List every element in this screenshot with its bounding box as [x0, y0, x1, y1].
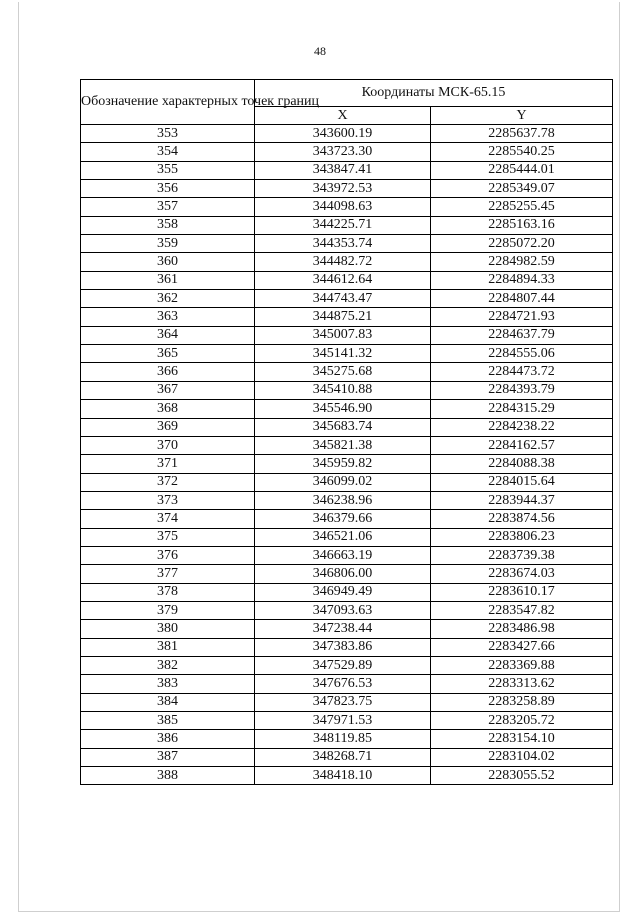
table-row: [81, 473, 613, 491]
table-row: [81, 381, 613, 399]
table-body: [81, 125, 613, 785]
point-cell: 353: [81, 125, 255, 143]
x-coordinate-cell: 344612.64: [255, 271, 431, 289]
point-cell: 376: [81, 546, 255, 564]
point-cell: 370: [81, 436, 255, 454]
x-coordinate-cell: 346663.19: [255, 546, 431, 564]
table-row: [81, 748, 613, 766]
table-row: [81, 730, 613, 748]
point-cell: 371: [81, 455, 255, 473]
point-cell: 372: [81, 473, 255, 491]
y-coordinate-cell: 2284555.06: [431, 345, 613, 363]
y-coordinate-cell: 2284637.79: [431, 326, 613, 344]
x-coordinate-cell: 344743.47: [255, 290, 431, 308]
point-cell: 382: [81, 656, 255, 674]
y-coordinate-cell: 2283369.88: [431, 656, 613, 674]
y-coordinate-cell: 2283610.17: [431, 583, 613, 601]
table-row: [81, 675, 613, 693]
y-coordinate-cell: 2284015.64: [431, 473, 613, 491]
point-cell: 374: [81, 510, 255, 528]
point-column-header: Обозначение характерных точек границ: [81, 80, 255, 125]
x-coordinate-cell: 347529.89: [255, 656, 431, 674]
y-coordinate-cell: 2284162.57: [431, 436, 613, 454]
table-row: [81, 216, 613, 234]
point-cell: 388: [81, 767, 255, 785]
point-cell: 366: [81, 363, 255, 381]
point-cell: 380: [81, 620, 255, 638]
table-row: [81, 235, 613, 253]
x-coordinate-cell: 344225.71: [255, 216, 431, 234]
table-row: [81, 601, 613, 619]
point-cell: 377: [81, 565, 255, 583]
y-coordinate-cell: 2284894.33: [431, 271, 613, 289]
x-coordinate-cell: 346949.49: [255, 583, 431, 601]
x-coordinate-cell: 348119.85: [255, 730, 431, 748]
x-coordinate-cell: 345141.32: [255, 345, 431, 363]
point-cell: 363: [81, 308, 255, 326]
y-coordinate-cell: 2283674.03: [431, 565, 613, 583]
x-coordinate-cell: 346379.66: [255, 510, 431, 528]
x-coordinate-cell: 346099.02: [255, 473, 431, 491]
x-coordinate-cell: 344875.21: [255, 308, 431, 326]
point-cell: 365: [81, 345, 255, 363]
x-coordinate-cell: 344353.74: [255, 235, 431, 253]
table-row: [81, 180, 613, 198]
x-coordinate-cell: 347823.75: [255, 693, 431, 711]
point-cell: 367: [81, 381, 255, 399]
point-cell: 368: [81, 400, 255, 418]
table-row: [81, 363, 613, 381]
y-coordinate-cell: 2284088.38: [431, 455, 613, 473]
table-row: [81, 510, 613, 528]
x-coordinate-cell: 345959.82: [255, 455, 431, 473]
table-row: [81, 455, 613, 473]
table-row: [81, 271, 613, 289]
x-coordinate-cell: 348268.71: [255, 748, 431, 766]
point-cell: 378: [81, 583, 255, 601]
table-row: [81, 620, 613, 638]
x-coordinate-cell: 347383.86: [255, 638, 431, 656]
y-coordinate-cell: 2285444.01: [431, 161, 613, 179]
point-cell: 357: [81, 198, 255, 216]
table-row: [81, 125, 613, 143]
point-cell: 385: [81, 712, 255, 730]
y-coordinate-cell: 2284473.72: [431, 363, 613, 381]
table-row: [81, 308, 613, 326]
y-coordinate-cell: 2283205.72: [431, 712, 613, 730]
table-row: [81, 253, 613, 271]
x-coordinate-cell: 346238.96: [255, 491, 431, 509]
table-row: [81, 198, 613, 216]
y-coordinate-cell: 2283874.56: [431, 510, 613, 528]
y-coordinate-cell: 2285255.45: [431, 198, 613, 216]
x-coordinate-cell: 343600.19: [255, 125, 431, 143]
table-row: [81, 767, 613, 785]
x-coordinate-cell: 345007.83: [255, 326, 431, 344]
y-coordinate-cell: 2284721.93: [431, 308, 613, 326]
coordinates-table: [80, 79, 613, 785]
x-coordinate-cell: 347971.53: [255, 712, 431, 730]
x-coordinate-cell: 344098.63: [255, 198, 431, 216]
y-coordinate-cell: 2285349.07: [431, 180, 613, 198]
y-coordinate-cell: 2284982.59: [431, 253, 613, 271]
x-coordinate-cell: 343847.41: [255, 161, 431, 179]
x-coordinate-cell: 347093.63: [255, 601, 431, 619]
point-cell: 386: [81, 730, 255, 748]
table-row: [81, 161, 613, 179]
point-cell: 381: [81, 638, 255, 656]
coordinates-group-header: Координаты МСК-65.15: [255, 80, 613, 107]
table-row: [81, 712, 613, 730]
y-coordinate-cell: 2284393.79: [431, 381, 613, 399]
point-cell: 358: [81, 216, 255, 234]
table-row: [81, 546, 613, 564]
point-cell: 359: [81, 235, 255, 253]
point-cell: 375: [81, 528, 255, 546]
y-coordinate-cell: 2285637.78: [431, 125, 613, 143]
y-coordinate-cell: 2283547.82: [431, 601, 613, 619]
point-cell: 384: [81, 693, 255, 711]
x-coordinate-cell: 345683.74: [255, 418, 431, 436]
x-coordinate-cell: 347676.53: [255, 675, 431, 693]
x-coordinate-cell: 345821.38: [255, 436, 431, 454]
table-row: [81, 436, 613, 454]
point-cell: 360: [81, 253, 255, 271]
y-coordinate-cell: 2284238.22: [431, 418, 613, 436]
point-cell: 356: [81, 180, 255, 198]
y-coordinate-cell: 2283944.37: [431, 491, 613, 509]
y-coordinate-cell: 2285072.20: [431, 235, 613, 253]
x-coordinate-cell: 345410.88: [255, 381, 431, 399]
y-coordinate-cell: 2283486.98: [431, 620, 613, 638]
table-row: [81, 656, 613, 674]
y-coordinate-cell: 2283258.89: [431, 693, 613, 711]
y-coordinate-cell: 2283806.23: [431, 528, 613, 546]
x-coordinate-cell: 346521.06: [255, 528, 431, 546]
y-column-header: Y: [431, 107, 613, 125]
y-coordinate-cell: 2283739.38: [431, 546, 613, 564]
point-cell: 361: [81, 271, 255, 289]
table-row: [81, 143, 613, 161]
point-cell: 383: [81, 675, 255, 693]
x-coordinate-cell: 348418.10: [255, 767, 431, 785]
point-cell: 354: [81, 143, 255, 161]
y-coordinate-cell: 2283055.52: [431, 767, 613, 785]
x-coordinate-cell: 344482.72: [255, 253, 431, 271]
table-row: [81, 693, 613, 711]
table-row: [81, 290, 613, 308]
point-cell: 373: [81, 491, 255, 509]
y-coordinate-cell: 2285540.25: [431, 143, 613, 161]
table-row: [81, 528, 613, 546]
table-row: [81, 491, 613, 509]
y-coordinate-cell: 2284807.44: [431, 290, 613, 308]
page-number: 48: [314, 44, 326, 58]
y-coordinate-cell: 2283154.10: [431, 730, 613, 748]
table-row: [81, 345, 613, 363]
table-row: [81, 565, 613, 583]
table-header: [81, 80, 613, 125]
y-coordinate-cell: 2283104.02: [431, 748, 613, 766]
x-column-header: X: [255, 107, 431, 125]
point-cell: 362: [81, 290, 255, 308]
x-coordinate-cell: 345546.90: [255, 400, 431, 418]
point-cell: 387: [81, 748, 255, 766]
table-row: [81, 583, 613, 601]
x-coordinate-cell: 345275.68: [255, 363, 431, 381]
table-row: [81, 326, 613, 344]
x-coordinate-cell: 343972.53: [255, 180, 431, 198]
table-row: [81, 418, 613, 436]
y-coordinate-cell: 2284315.29: [431, 400, 613, 418]
y-coordinate-cell: 2285163.16: [431, 216, 613, 234]
point-cell: 379: [81, 601, 255, 619]
table-row: [81, 400, 613, 418]
point-cell: 355: [81, 161, 255, 179]
table-row: [81, 638, 613, 656]
x-coordinate-cell: 343723.30: [255, 143, 431, 161]
x-coordinate-cell: 346806.00: [255, 565, 431, 583]
point-cell: 369: [81, 418, 255, 436]
y-coordinate-cell: 2283427.66: [431, 638, 613, 656]
point-cell: 364: [81, 326, 255, 344]
y-coordinate-cell: 2283313.62: [431, 675, 613, 693]
x-coordinate-cell: 347238.44: [255, 620, 431, 638]
